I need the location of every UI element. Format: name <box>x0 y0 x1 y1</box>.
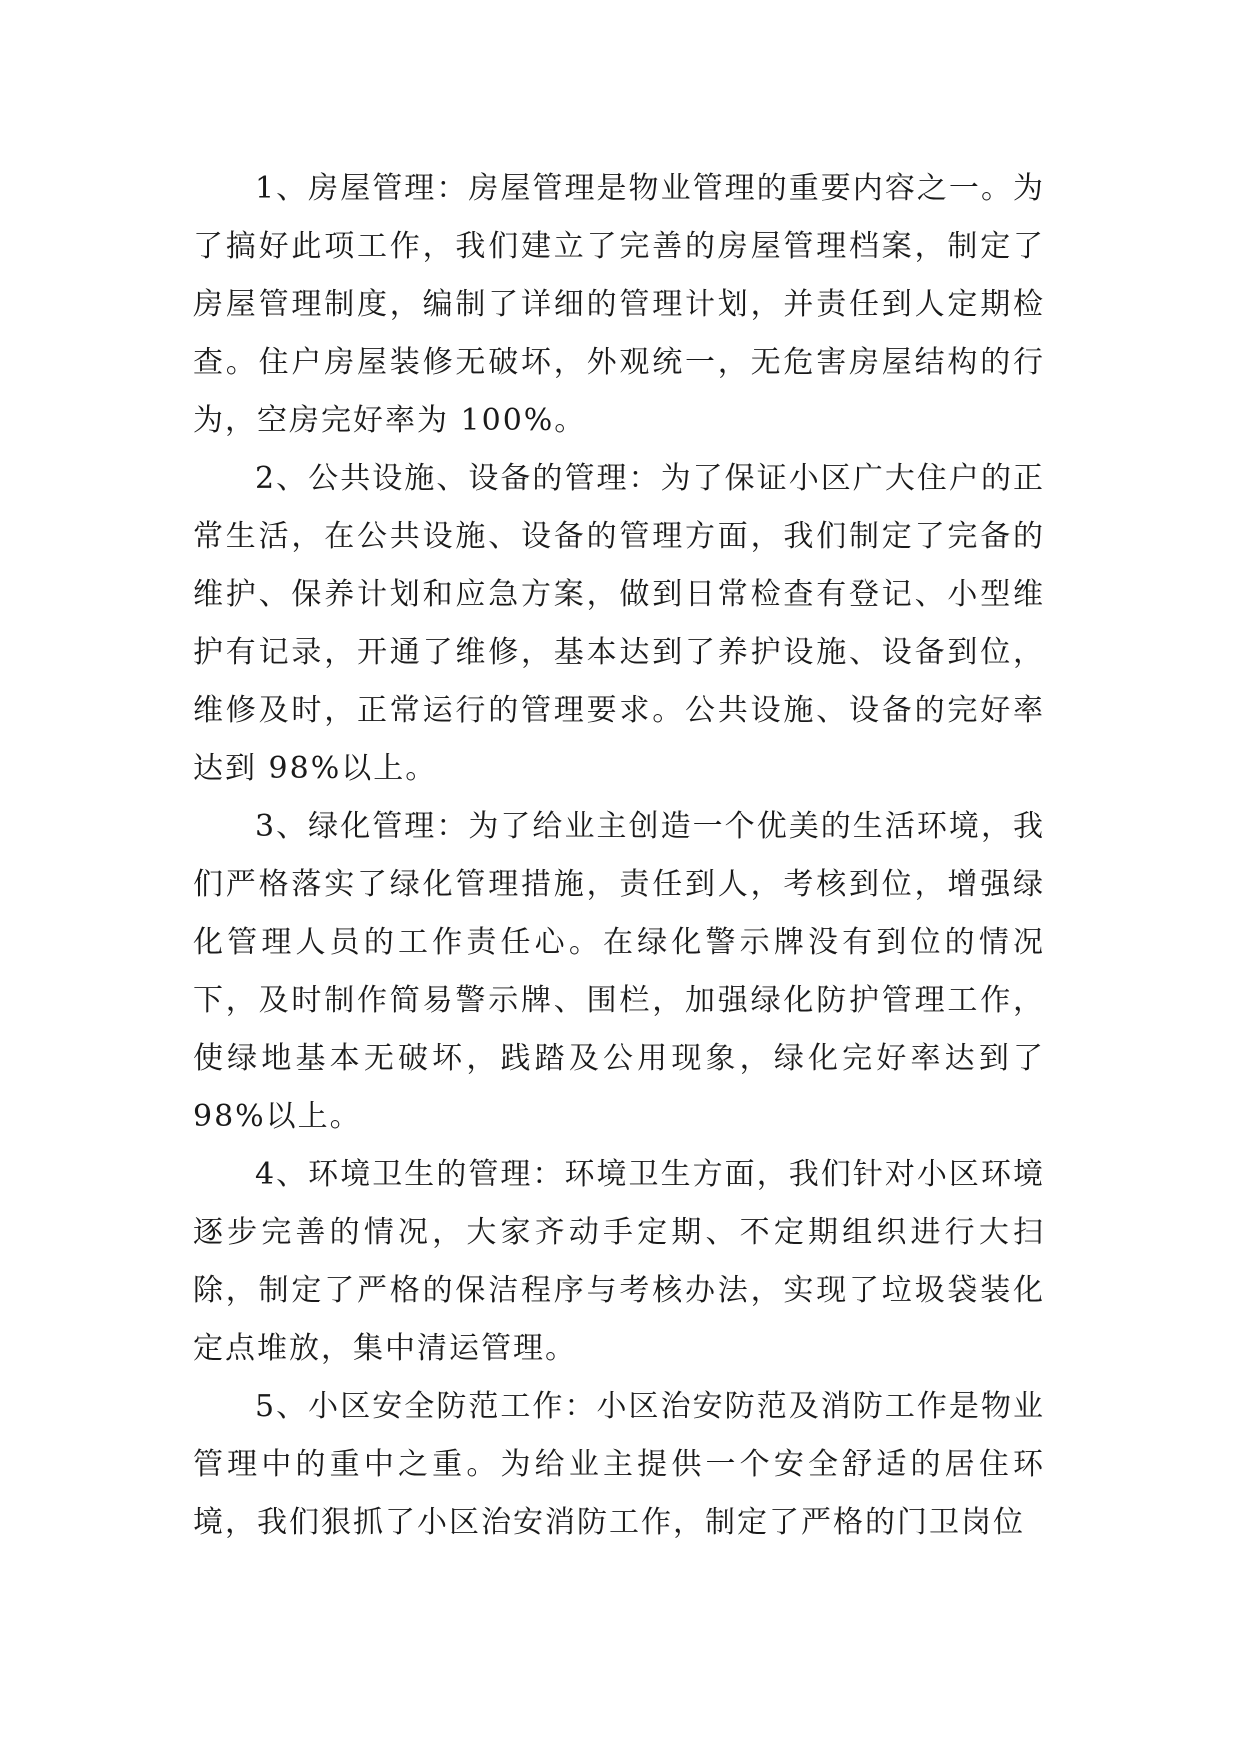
paragraph-greening-management: 3、绿化管理：为了给业主创造一个优美的生活环境，我们严格落实了绿化管理措施，责任到人，考核到位，增强绿化管理人员的工作责任心。在绿化警示牌没有到位的情况下，及时制作简易警示牌、围栏，加强绿化防护管理工作，使绿地基本无破坏，践踏及公用现象，绿化完好率达到了 98%以上。 <box>193 809 1045 1134</box>
paragraph-sanitation-management: 4、环境卫生的管理：环境卫生方面，我们针对小区环境逐步完善的情况，大家齐动手定期、不定期组织进行大扫除，制定了严格的保洁程序与考核办法，实现了垃圾袋装化定点堆放，集中清运管理。 <box>193 1157 1045 1366</box>
paragraph-facilities-management: 2、公共设施、设备的管理：为了保证小区广大住户的正常生活，在公共设施、设备的管理方面，我们制定了完备的维护、保养计划和应急方案，做到日常检查有登记、小型维护有记录，开通了维修，基本达到了养护设施、设备到位，维修及时，正常运行的管理要求。公共设施、设备的完好率达到 98%以上。 <box>193 461 1045 786</box>
document-body <box>193 160 1045 1552</box>
paragraph-house-management: 1、房屋管理：房屋管理是物业管理的重要内容之一。为了搞好此项工作，我们建立了完善的房屋管理档案，制定了房屋管理制度，编制了详细的管理计划，并责任到人定期检查。住户房屋装修无破坏，外观统一，无危害房屋结构的行为，空房完好率为 100%。 <box>193 171 1045 438</box>
paragraph-security-work: 5、小区安全防范工作：小区治安防范及消防工作是物业管理中的重中之重。为给业主提供一个安全舒适的居住环境，我们狠抓了小区治安消防工作，制定了严格的门卫岗位 <box>193 1389 1045 1540</box>
